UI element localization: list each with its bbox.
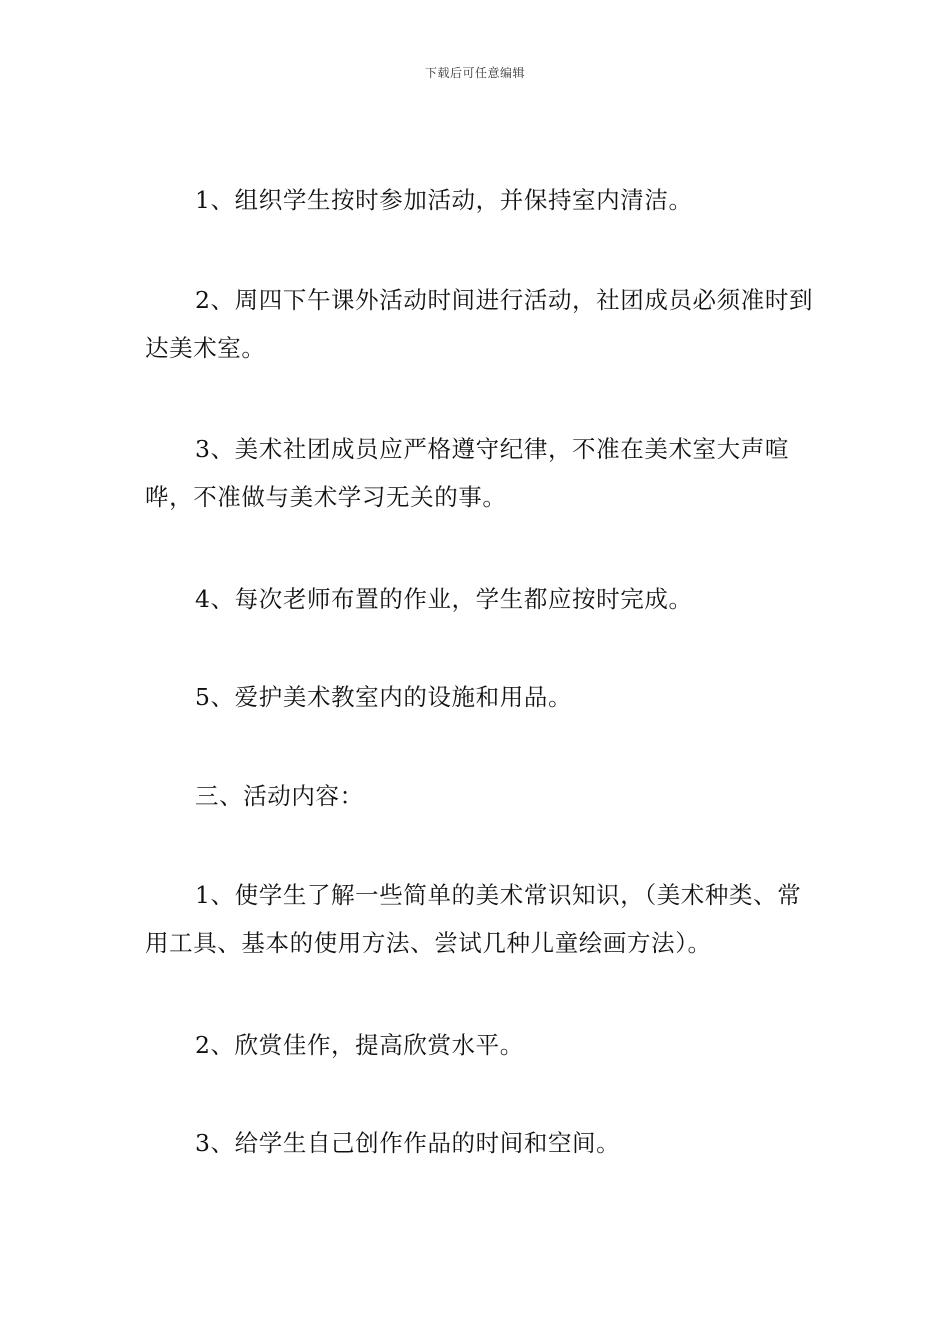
- rule-item-1: 1、组织学生按时参加活动，并保持室内清洁。: [195, 186, 693, 214]
- rule-item-4: 4、每次老师布置的作业，学生都应按时完成。: [195, 585, 693, 613]
- content-item-1: 1、使学生了解一些简单的美术常识知识，（美术种类、常用工具、基本的使用方法、尝试几种儿童绘画方法）。: [145, 881, 802, 957]
- rule-item-3: 3、美术社团成员应严格遵守纪律，不准在美术室大声喧哗，不准做与美术学习无关的事。: [145, 435, 789, 511]
- rule-item-5: 5、爱护美术教室内的设施和用品。: [195, 683, 573, 711]
- content-item-3: 3、给学生自己创作作品的时间和空间。: [195, 1129, 621, 1157]
- page-header-note: 下载后可任意编辑: [424, 66, 525, 80]
- content-item-2: 2、欣赏佳作，提高欣赏水平。: [195, 1031, 524, 1059]
- section-heading-activities: 三、活动内容：: [195, 782, 364, 810]
- rule-item-2: 2、周四下午课外活动时间进行活动，社团成员必须准时到达美术室。: [145, 286, 814, 362]
